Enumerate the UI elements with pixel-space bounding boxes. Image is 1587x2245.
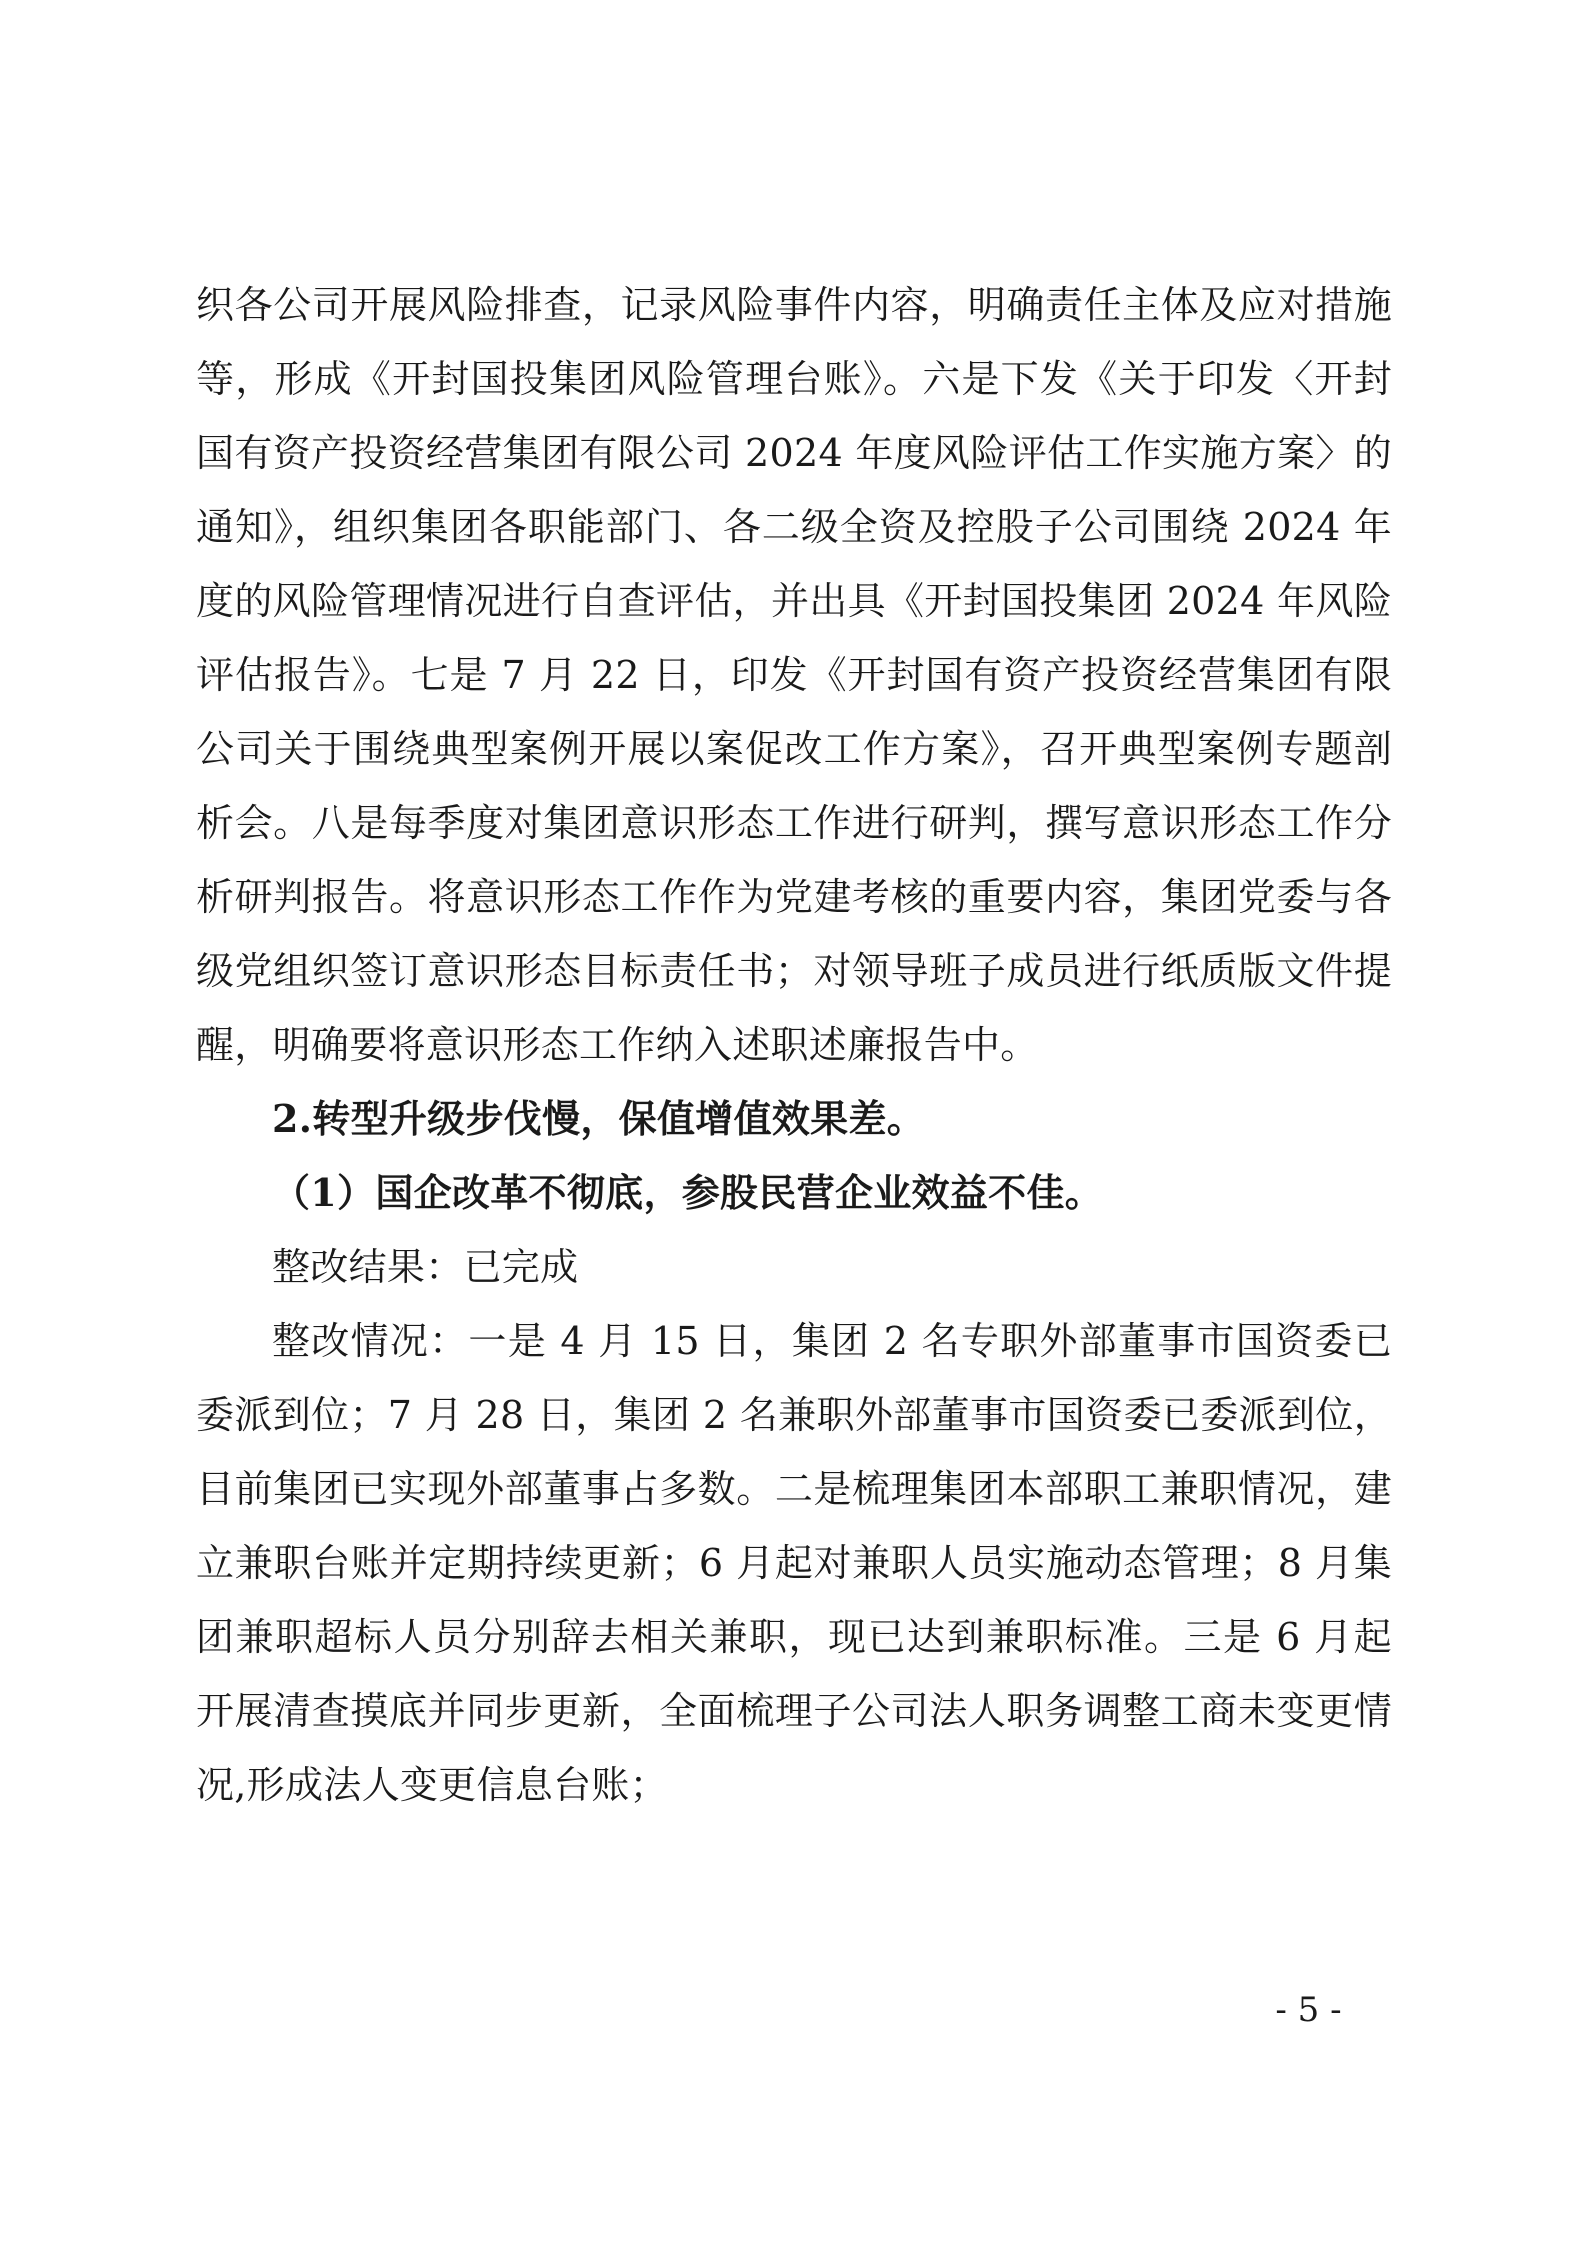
- heading-soe-reform: （1）国企改革不彻底，参股民营企业效益不佳。: [272, 1170, 1104, 1215]
- rectification-result: 整改结果：已完成: [272, 1245, 579, 1289]
- rectification-detail: 整改情况：一是 4 月 15 日，集团 2 名专职外部董事市国资委已委派到位；7 月 28 日，集团 2 名兼职外部董事市国资委已委派到位，目前集团已实现外部董事占多数。二是梳理集团本部职工兼职情况，建立兼职台账并定期持续更新；6 月起对兼职人员实施动态管理；8 月集团兼职超标人员分别辞去相关兼职，现已达到兼职标准。三是 6 月起开展清查摸底并同步更新，全面梳理子公司法人职务调整工商未变更情况,形成法人变更信息台账；: [196, 1319, 1392, 1807]
- page-number: [0, 1990, 1587, 2030]
- page-number-label: - 5 -: [1275, 1990, 1342, 2030]
- document-body: [196, 268, 1392, 1822]
- paragraph-body-continued: 织各公司开展风险排查，记录风险事件内容，明确责任主体及应对措施等，形成《开封国投集团风险管理台账》。六是下发《关于印发〈开封国有资产投资经营集团有限公司 2024 年度风险评估工作实施方案〉的通知》，组织集团各职能部门、各二级全资及控股子公司围绕 2024 年度的风险管理情况进行自查评估，并出具《开封国投集团 2024 年风险评估报告》。七是 7 月 22 日，印发《开封国有资产投资经营集团有限公司关于围绕典型案例开展以案促改工作方案》，召开典型案例专题剖析会。八是每季度对集团意识形态工作进行研判，撰写意识形态工作分析研判报告。将意识形态工作作为党建考核的重要内容，集团党委与各级党组织签订意识形态目标责任书；对领导班子成员进行纸质版文件提醒，明确要将意识形态工作纳入述职述廉报告中。: [196, 283, 1392, 1067]
- heading-transformation-upgrade: 2.转型升级步伐慢，保值增值效果差。: [272, 1096, 926, 1141]
